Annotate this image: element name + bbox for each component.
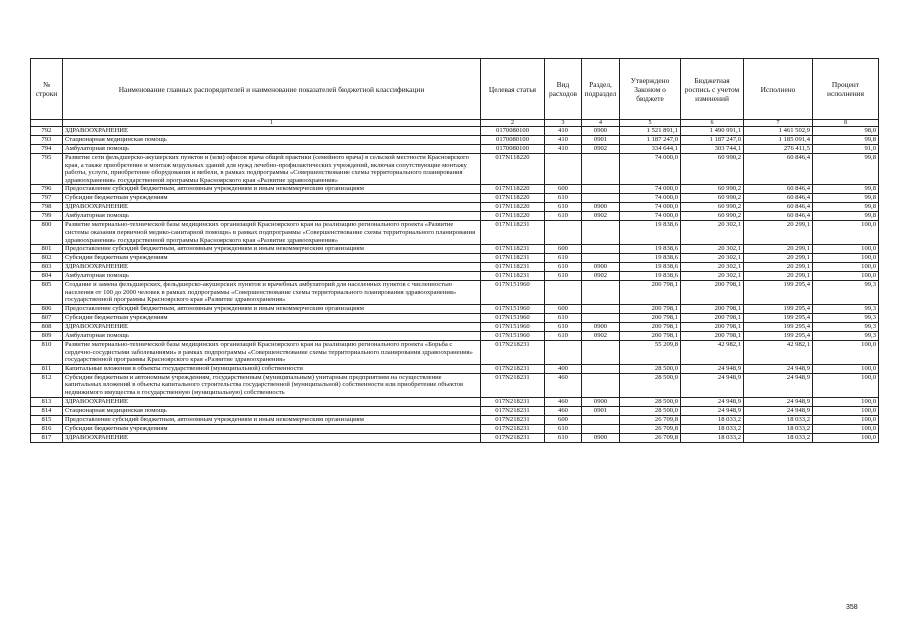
- row-percent: 100,0: [813, 415, 879, 424]
- table-row: [31, 254, 879, 263]
- row-approved: 74 000,0: [620, 212, 681, 221]
- row-approved: 55 209,8: [620, 340, 681, 364]
- row-target-article: 017N118231: [481, 254, 545, 263]
- row-section: [582, 281, 620, 305]
- row-name: ЗДРАВООХРАНЕНИЕ: [63, 433, 481, 442]
- row-section: 0902: [582, 272, 620, 281]
- row-budget-schedule: 200 798,1: [681, 313, 744, 322]
- row-number: 798: [31, 203, 63, 212]
- table-row: [31, 245, 879, 254]
- table-row: [31, 221, 879, 245]
- row-target-article: 0170080100: [481, 145, 545, 154]
- table-row: [31, 397, 879, 406]
- row-number: 812: [31, 373, 63, 397]
- row-percent: 100,0: [813, 254, 879, 263]
- table-row: [31, 313, 879, 322]
- row-executed: 199 295,4: [744, 331, 813, 340]
- row-name: ЗДРАВООХРАНЕНИЕ: [63, 203, 481, 212]
- row-budget-schedule: 60 990,2: [681, 154, 744, 185]
- row-name: Субсидии бюджетным учреждениям: [63, 313, 481, 322]
- row-expense-type: 460: [545, 406, 582, 415]
- table-row: [31, 127, 879, 136]
- row-percent: 99,8: [813, 194, 879, 203]
- table-row: [31, 373, 879, 397]
- table-row: [31, 364, 879, 373]
- row-section: 0901: [582, 136, 620, 145]
- row-target-article: 017N118220: [481, 194, 545, 203]
- row-approved: 19 838,6: [620, 245, 681, 254]
- table-row: [31, 424, 879, 433]
- row-expense-type: 410: [545, 145, 582, 154]
- row-target-article: 017N218231: [481, 424, 545, 433]
- row-expense-type: 600: [545, 415, 582, 424]
- row-expense-type: 610: [545, 254, 582, 263]
- row-number: 795: [31, 154, 63, 185]
- row-section: 0902: [582, 331, 620, 340]
- column-number: 6: [681, 120, 744, 127]
- row-name: Предоставление субсидий бюджетным, автономным учреждениям и иным некоммерческим организациям: [63, 304, 481, 313]
- column-number: [31, 120, 63, 127]
- header-row: [31, 59, 879, 120]
- row-number: 813: [31, 397, 63, 406]
- row-approved: 26 709,8: [620, 424, 681, 433]
- row-executed: 18 033,2: [744, 415, 813, 424]
- row-expense-type: 410: [545, 127, 582, 136]
- header-approved: Утверждено Законом о бюджете: [620, 59, 681, 120]
- row-executed: 60 846,4: [744, 212, 813, 221]
- row-section: 0902: [582, 145, 620, 154]
- row-target-article: 017N151960: [481, 281, 545, 305]
- row-executed: 199 295,4: [744, 304, 813, 313]
- row-budget-schedule: 200 798,1: [681, 331, 744, 340]
- row-budget-schedule: 1 187 247,0: [681, 136, 744, 145]
- row-percent: 100,0: [813, 397, 879, 406]
- row-expense-type: 610: [545, 194, 582, 203]
- table-row: [31, 194, 879, 203]
- table-row: [31, 203, 879, 212]
- table-row: [31, 145, 879, 154]
- row-approved: 28 500,0: [620, 397, 681, 406]
- row-target-article: 017N118231: [481, 272, 545, 281]
- row-number: 811: [31, 364, 63, 373]
- row-section: 0900: [582, 322, 620, 331]
- row-section: [582, 373, 620, 397]
- row-percent: 100,0: [813, 406, 879, 415]
- row-approved: 74 000,0: [620, 185, 681, 194]
- row-approved: 26 709,8: [620, 415, 681, 424]
- table-row: [31, 322, 879, 331]
- row-budget-schedule: 20 302,1: [681, 272, 744, 281]
- row-name: Стационарная медицинская помощь: [63, 406, 481, 415]
- row-budget-schedule: 18 033,2: [681, 415, 744, 424]
- column-number: 8: [813, 120, 879, 127]
- row-section: [582, 185, 620, 194]
- row-target-article: 017N218231: [481, 406, 545, 415]
- row-executed: 24 948,9: [744, 364, 813, 373]
- row-number: 797: [31, 194, 63, 203]
- row-target-article: 017N118231: [481, 245, 545, 254]
- header-target-article: Целевая статья: [481, 59, 545, 120]
- row-number: 796: [31, 185, 63, 194]
- row-number: 809: [31, 331, 63, 340]
- row-expense-type: 610: [545, 272, 582, 281]
- column-number: 3: [545, 120, 582, 127]
- row-section: 0900: [582, 433, 620, 442]
- row-section: [582, 245, 620, 254]
- header-executed: Исполнено: [744, 59, 813, 120]
- row-percent: 99,8: [813, 212, 879, 221]
- row-number: 799: [31, 212, 63, 221]
- row-name: Амбулаторная помощь: [63, 212, 481, 221]
- row-section: [582, 221, 620, 245]
- row-section: [582, 424, 620, 433]
- row-approved: 74 000,0: [620, 194, 681, 203]
- row-section: [582, 304, 620, 313]
- row-name: Развитие сети фельдшерско-акушерских пунктов и (или) офисов врача общей практики (семейного врача) в сельской местности Красноярского края, а также приобретение и монтаж модульных зданий для нужд лечебно-профилактических учреждений, включая сопутствующие монтажу работы, услуги, приобретение оборудования и мебели, в рамках подпрограммы «Совершенствование схемы территориального планирования здравоохранения» государственной программы Красноярского края «Развитие здравоохранения»: [63, 154, 481, 185]
- row-number: 804: [31, 272, 63, 281]
- row-percent: 100,0: [813, 263, 879, 272]
- row-number: 810: [31, 340, 63, 364]
- header-name: Наименование главных распорядителей и наименование показателей бюджетной классификации: [63, 59, 481, 120]
- row-number: 815: [31, 415, 63, 424]
- row-number: 794: [31, 145, 63, 154]
- row-percent: 99,3: [813, 331, 879, 340]
- row-percent: 100,0: [813, 433, 879, 442]
- row-number: 814: [31, 406, 63, 415]
- row-number: 802: [31, 254, 63, 263]
- table-row: [31, 136, 879, 145]
- row-number: 805: [31, 281, 63, 305]
- row-approved: 334 644,1: [620, 145, 681, 154]
- row-percent: 100,0: [813, 245, 879, 254]
- row-target-article: 017N118231: [481, 263, 545, 272]
- row-budget-schedule: 42 982,1: [681, 340, 744, 364]
- row-budget-schedule: 18 033,2: [681, 433, 744, 442]
- row-target-article: 017N218231: [481, 433, 545, 442]
- row-expense-type: 610: [545, 263, 582, 272]
- row-expense-type: 410: [545, 136, 582, 145]
- row-executed: 60 846,4: [744, 154, 813, 185]
- row-number: 801: [31, 245, 63, 254]
- row-number: 803: [31, 263, 63, 272]
- row-expense-type: 610: [545, 313, 582, 322]
- column-number: 4: [582, 120, 620, 127]
- row-executed: 60 846,4: [744, 185, 813, 194]
- row-executed: 42 982,1: [744, 340, 813, 364]
- row-target-article: 017N218231: [481, 340, 545, 364]
- row-target-article: 017N118220: [481, 154, 545, 185]
- row-name: Капитальные вложения в объекты государственной (муниципальной) собственности: [63, 364, 481, 373]
- row-percent: 100,0: [813, 340, 879, 364]
- row-name: Амбулаторная помощь: [63, 331, 481, 340]
- row-approved: 28 500,0: [620, 406, 681, 415]
- row-percent: 91,0: [813, 145, 879, 154]
- row-name: Развитие материально-технической базы медицинских организаций Красноярского края на реализацию регионального проекта «Развитие системы оказания первичной медико-санитарной помощи» в рамках подпрограммы «Совершенствование схемы территориального планирования здравоохранения» государственной программы Красноярского края «Развитие здравоохранения»: [63, 221, 481, 245]
- table-row: [31, 415, 879, 424]
- row-target-article: 0170080100: [481, 136, 545, 145]
- row-name: Предоставление субсидий бюджетным, автономным учреждениям и иным некоммерческим организациям: [63, 185, 481, 194]
- row-section: [582, 194, 620, 203]
- row-budget-schedule: 60 990,2: [681, 203, 744, 212]
- row-executed: 20 299,1: [744, 245, 813, 254]
- row-percent: 99,8: [813, 136, 879, 145]
- row-budget-schedule: 24 948,9: [681, 373, 744, 397]
- row-budget-schedule: 60 990,2: [681, 212, 744, 221]
- row-target-article: 017N218231: [481, 415, 545, 424]
- row-percent: 98,0: [813, 127, 879, 136]
- row-section: [582, 313, 620, 322]
- row-target-article: 017N151960: [481, 304, 545, 313]
- row-section: 0902: [582, 212, 620, 221]
- row-budget-schedule: 20 302,1: [681, 263, 744, 272]
- table-row: [31, 331, 879, 340]
- row-section: [582, 340, 620, 364]
- row-section: [582, 364, 620, 373]
- row-name: ЗДРАВООХРАНЕНИЕ: [63, 263, 481, 272]
- column-number: 7: [744, 120, 813, 127]
- row-number: 793: [31, 136, 63, 145]
- row-executed: 199 295,4: [744, 313, 813, 322]
- table-row: [31, 304, 879, 313]
- header-row-number: № строки: [31, 59, 63, 120]
- row-budget-schedule: 200 798,1: [681, 281, 744, 305]
- table-row: [31, 263, 879, 272]
- row-approved: 74 000,0: [620, 154, 681, 185]
- row-expense-type: 460: [545, 373, 582, 397]
- row-expense-type: 610: [545, 331, 582, 340]
- row-executed: 20 299,1: [744, 263, 813, 272]
- row-number: 816: [31, 424, 63, 433]
- table-row: [31, 185, 879, 194]
- row-target-article: 017N151960: [481, 322, 545, 331]
- row-percent: 100,0: [813, 373, 879, 397]
- header-expense-type: Вид расходов: [545, 59, 582, 120]
- row-budget-schedule: 20 302,1: [681, 245, 744, 254]
- row-executed: 199 295,4: [744, 322, 813, 331]
- row-budget-schedule: 303 744,1: [681, 145, 744, 154]
- row-percent: 99,3: [813, 304, 879, 313]
- row-number: 792: [31, 127, 63, 136]
- row-expense-type: 400: [545, 364, 582, 373]
- row-number: 808: [31, 322, 63, 331]
- row-target-article: 0170080100: [481, 127, 545, 136]
- budget-table: [30, 58, 879, 443]
- header-budget-schedule: Бюджетная роспись с учетом изменений: [681, 59, 744, 120]
- row-approved: 1 187 247,0: [620, 136, 681, 145]
- column-number: 2: [481, 120, 545, 127]
- column-number: 5: [620, 120, 681, 127]
- row-budget-schedule: 24 948,9: [681, 397, 744, 406]
- row-section: 0900: [582, 263, 620, 272]
- row-budget-schedule: 20 302,1: [681, 221, 744, 245]
- row-expense-type: 610: [545, 212, 582, 221]
- row-executed: 60 846,4: [744, 203, 813, 212]
- row-budget-schedule: 60 990,2: [681, 185, 744, 194]
- row-approved: 200 798,1: [620, 331, 681, 340]
- row-executed: 60 846,4: [744, 194, 813, 203]
- row-executed: 24 948,9: [744, 397, 813, 406]
- row-name: Создание и замена фельдшерских, фельдшерско-акушерских пунктов и врачебных амбулаторий для населенных пунктов с численностью населения от 100 до 2000 человек в рамках подпрограммы «Совершенствование схемы территориального планирования здравоохранения» государственной программы Красноярского края «Развитие здравоохранения»: [63, 281, 481, 305]
- row-percent: 99,3: [813, 322, 879, 331]
- row-name: Субсидии бюджетным учреждениям: [63, 424, 481, 433]
- row-number: 800: [31, 221, 63, 245]
- row-expense-type: 460: [545, 397, 582, 406]
- row-target-article: 017N218231: [481, 373, 545, 397]
- row-budget-schedule: 1 490 991,1: [681, 127, 744, 136]
- row-name: ЗДРАВООХРАНЕНИЕ: [63, 322, 481, 331]
- row-approved: 28 500,0: [620, 364, 681, 373]
- row-target-article: 017N218231: [481, 397, 545, 406]
- row-section: 0900: [582, 397, 620, 406]
- row-target-article: 017N218231: [481, 364, 545, 373]
- table-row: [31, 281, 879, 305]
- row-name: Амбулаторная помощь: [63, 145, 481, 154]
- row-target-article: 017N118220: [481, 185, 545, 194]
- row-name: Стационарная медицинская помощь: [63, 136, 481, 145]
- row-expense-type: [545, 340, 582, 364]
- table-row: [31, 406, 879, 415]
- row-percent: 99,3: [813, 313, 879, 322]
- row-target-article: 017N118231: [481, 221, 545, 245]
- row-budget-schedule: 200 798,1: [681, 322, 744, 331]
- row-expense-type: 600: [545, 245, 582, 254]
- row-executed: 20 299,1: [744, 254, 813, 263]
- row-approved: 200 798,1: [620, 313, 681, 322]
- row-approved: 28 500,0: [620, 373, 681, 397]
- row-executed: 18 033,2: [744, 424, 813, 433]
- row-budget-schedule: 18 033,2: [681, 424, 744, 433]
- row-budget-schedule: 60 990,2: [681, 194, 744, 203]
- row-name: ЗДРАВООХРАНЕНИЕ: [63, 397, 481, 406]
- row-target-article: 017N118220: [481, 212, 545, 221]
- column-number: 1: [63, 120, 481, 127]
- row-budget-schedule: 200 798,1: [681, 304, 744, 313]
- row-budget-schedule: 20 302,1: [681, 254, 744, 263]
- row-approved: 19 838,6: [620, 221, 681, 245]
- row-expense-type: [545, 221, 582, 245]
- row-budget-schedule: 24 948,9: [681, 364, 744, 373]
- row-approved: 74 000,0: [620, 203, 681, 212]
- row-percent: 100,0: [813, 364, 879, 373]
- row-expense-type: 610: [545, 322, 582, 331]
- row-number: 806: [31, 304, 63, 313]
- row-approved: 1 521 891,1: [620, 127, 681, 136]
- row-expense-type: 600: [545, 304, 582, 313]
- row-approved: 19 838,6: [620, 272, 681, 281]
- row-percent: 99,3: [813, 281, 879, 305]
- row-number: 807: [31, 313, 63, 322]
- row-name: Развитие материально-технической базы медицинских организаций Красноярского края на реализацию регионального проекта «Борьба с сердечно-сосудистыми заболеваниями» в рамках подпрограммы «Совершенствование схемы территориального планирования здравоохранения» государственной программы Красноярского края «Развитие здравоохранения»: [63, 340, 481, 364]
- row-executed: 1 461 502,9: [744, 127, 813, 136]
- row-percent: 99,8: [813, 203, 879, 212]
- row-target-article: 017N151960: [481, 313, 545, 322]
- row-approved: 200 798,1: [620, 304, 681, 313]
- row-section: 0901: [582, 406, 620, 415]
- row-executed: 18 033,2: [744, 433, 813, 442]
- row-name: Субсидии бюджетным и автономным учреждениям, государственным (муниципальным) унитарным предприятиям на осуществление капитальных вложений в объекты капитального строительства государственной (муниципальной) собственности или приобретение объектов недвижимого имущества в государственную (муниципальную) собственность: [63, 373, 481, 397]
- row-section: [582, 415, 620, 424]
- row-approved: 19 838,6: [620, 263, 681, 272]
- row-approved: 200 798,1: [620, 281, 681, 305]
- header-section: Раздел, подраздел: [582, 59, 620, 120]
- page-number: 358: [846, 604, 858, 611]
- row-target-article: 017N151960: [481, 331, 545, 340]
- row-percent: 100,0: [813, 424, 879, 433]
- row-budget-schedule: 24 948,9: [681, 406, 744, 415]
- row-name: Субсидии бюджетным учреждениям: [63, 254, 481, 263]
- row-executed: 199 295,4: [744, 281, 813, 305]
- row-percent: 100,0: [813, 221, 879, 245]
- row-section: 0900: [582, 127, 620, 136]
- row-name: Амбулаторная помощь: [63, 272, 481, 281]
- row-approved: 19 838,6: [620, 254, 681, 263]
- row-executed: 20 299,1: [744, 221, 813, 245]
- row-executed: 1 185 091,4: [744, 136, 813, 145]
- row-expense-type: 610: [545, 433, 582, 442]
- row-expense-type: 610: [545, 424, 582, 433]
- row-executed: 24 948,9: [744, 373, 813, 397]
- table-row: [31, 433, 879, 442]
- row-name: ЗДРАВООХРАНЕНИЕ: [63, 127, 481, 136]
- row-expense-type: 610: [545, 203, 582, 212]
- table-row: [31, 340, 879, 364]
- row-percent: 99,8: [813, 185, 879, 194]
- row-target-article: 017N118220: [481, 203, 545, 212]
- row-executed: 276 411,5: [744, 145, 813, 154]
- row-approved: 200 798,1: [620, 322, 681, 331]
- row-approved: 26 709,8: [620, 433, 681, 442]
- column-number-row: [31, 120, 879, 127]
- row-expense-type: [545, 281, 582, 305]
- table-row: [31, 272, 879, 281]
- row-section: [582, 154, 620, 185]
- row-name: Предоставление субсидий бюджетным, автономным учреждениям и иным некоммерческим организациям: [63, 415, 481, 424]
- row-section: [582, 254, 620, 263]
- row-section: 0900: [582, 203, 620, 212]
- table-row: [31, 154, 879, 185]
- table-row: [31, 212, 879, 221]
- row-number: 817: [31, 433, 63, 442]
- header-percent: Процент исполнения: [813, 59, 879, 120]
- row-percent: 100,0: [813, 272, 879, 281]
- row-expense-type: 600: [545, 185, 582, 194]
- row-name: Предоставление субсидий бюджетным, автономным учреждениям и иным некоммерческим организациям: [63, 245, 481, 254]
- row-name: Субсидии бюджетным учреждениям: [63, 194, 481, 203]
- row-expense-type: [545, 154, 582, 185]
- row-executed: 20 299,1: [744, 272, 813, 281]
- row-percent: 99,8: [813, 154, 879, 185]
- row-executed: 24 948,9: [744, 406, 813, 415]
